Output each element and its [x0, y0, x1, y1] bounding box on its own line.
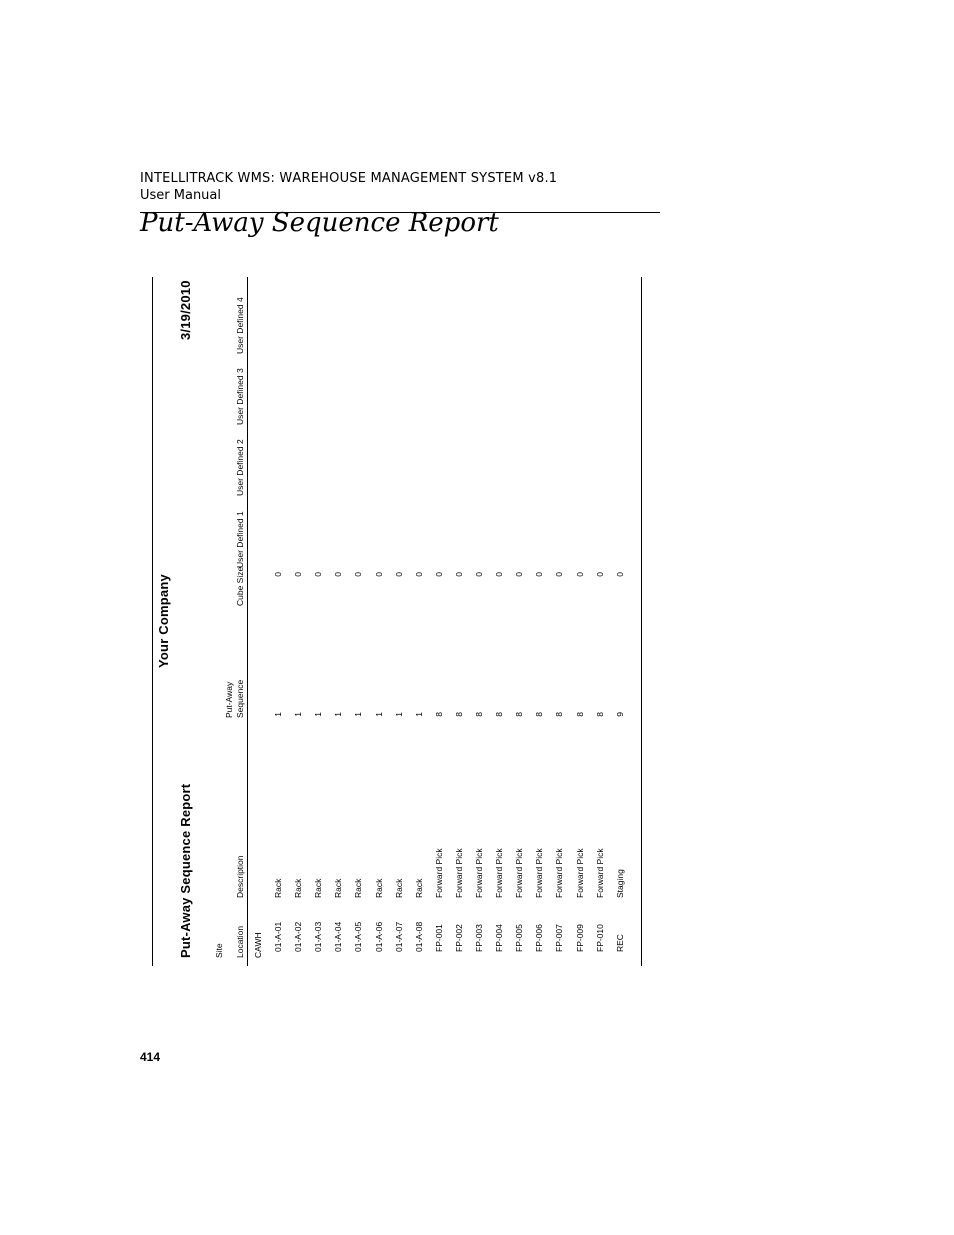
- row-cube-size: 0: [434, 572, 444, 577]
- row-sequence: 1: [374, 712, 384, 717]
- row-cube-size: 0: [414, 572, 424, 577]
- column-location: Location: [235, 925, 245, 958]
- row-description: Rack: [313, 878, 323, 898]
- row-sequence: 9: [615, 712, 625, 717]
- column-user-defined-1: User Defined 1: [235, 511, 245, 568]
- row-location: FP-001: [434, 924, 444, 952]
- report-canvas: [152, 277, 642, 966]
- row-sequence: 1: [353, 712, 363, 717]
- row-location: FP-002: [454, 924, 464, 952]
- column-user-defined-4: User Defined 4: [235, 297, 245, 354]
- header-smallcaps: YSTEM: [479, 171, 529, 186]
- row-cube-size: 0: [333, 572, 343, 577]
- page-number: 414: [140, 1050, 161, 1064]
- row-location: FP-004: [494, 924, 504, 952]
- column-putaway-line1: Put-Away: [224, 681, 234, 718]
- row-cube-size: 0: [534, 572, 544, 577]
- row-cube-size: 0: [494, 572, 504, 577]
- row-location: 01-A-01: [273, 921, 283, 952]
- header-smallcaps: ANAGEMENT: [381, 171, 471, 186]
- row-sequence: 1: [273, 712, 283, 717]
- header-char: W: [279, 171, 293, 186]
- row-cube-size: 0: [454, 572, 464, 577]
- row-cube-size: 0: [394, 572, 404, 577]
- site-value: CAWH: [253, 932, 263, 958]
- row-description: Forward Pick: [595, 848, 605, 898]
- row-location: 01-A-03: [313, 921, 323, 952]
- site-label: Site: [214, 943, 224, 958]
- row-location: 01-A-04: [333, 921, 343, 952]
- row-description: Rack: [374, 878, 384, 898]
- row-sequence: 8: [474, 712, 484, 717]
- running-header-subtitle: User Manual: [140, 188, 222, 203]
- row-location: REC: [615, 934, 625, 952]
- header-char: T: [189, 171, 198, 186]
- row-description: Forward Pick: [474, 848, 484, 898]
- header-char: M: [370, 171, 382, 186]
- row-description: Forward Pick: [494, 848, 504, 898]
- row-location: FP-006: [534, 924, 544, 952]
- row-cube-size: 0: [514, 572, 524, 577]
- report-screenshot: [152, 277, 642, 966]
- row-description: Rack: [273, 878, 283, 898]
- row-description: Forward Pick: [434, 848, 444, 898]
- row-sequence: 8: [454, 712, 464, 717]
- row-description: Forward Pick: [534, 848, 544, 898]
- row-sequence: 1: [333, 712, 343, 717]
- row-sequence: 8: [534, 712, 544, 717]
- row-cube-size: 0: [293, 572, 303, 577]
- header-char: S: [470, 171, 480, 186]
- row-sequence: 8: [554, 712, 564, 717]
- row-cube-size: 0: [575, 572, 585, 577]
- row-sequence: 1: [394, 712, 404, 717]
- page-title: Put-Away Sequence Report: [140, 208, 499, 238]
- column-user-defined-2: User Defined 2: [235, 439, 245, 496]
- header-char: I: [140, 171, 145, 186]
- report-header-rule: [247, 277, 248, 966]
- row-location: 01-A-08: [414, 921, 424, 952]
- row-sequence: 1: [414, 712, 424, 717]
- header-version: v8.1: [528, 171, 558, 186]
- row-description: Forward Pick: [514, 848, 524, 898]
- row-cube-size: 0: [474, 572, 484, 577]
- report-top-border: [152, 277, 153, 966]
- row-sequence: 8: [434, 712, 444, 717]
- row-sequence: 8: [494, 712, 504, 717]
- row-location: FP-003: [474, 924, 484, 952]
- row-description: Rack: [394, 878, 404, 898]
- row-sequence: 1: [293, 712, 303, 717]
- row-location: FP-005: [514, 924, 524, 952]
- row-description: Forward Pick: [554, 848, 564, 898]
- row-cube-size: 0: [554, 572, 564, 577]
- report-company: Your Company: [156, 574, 171, 668]
- row-cube-size: 0: [313, 572, 323, 577]
- running-header-product: [140, 171, 557, 186]
- report-date: 3/19/2010: [178, 280, 193, 340]
- row-description: Rack: [333, 878, 343, 898]
- header-smallcaps: AREHOUSE: [292, 171, 371, 186]
- row-description: Forward Pick: [575, 848, 585, 898]
- row-sequence: 8: [575, 712, 585, 717]
- column-user-defined-3: User Defined 3: [235, 368, 245, 425]
- row-cube-size: 0: [615, 572, 625, 577]
- row-sequence: 8: [514, 712, 524, 717]
- row-cube-size: 0: [374, 572, 384, 577]
- header-smallcaps: NTELLI: [144, 171, 190, 186]
- column-putaway-line2: Sequence: [235, 679, 245, 718]
- column-description: Description: [235, 855, 245, 898]
- header-smallcaps: RACK: [197, 171, 234, 186]
- row-location: 01-A-05: [353, 921, 363, 952]
- report-bottom-border: [641, 277, 642, 966]
- row-sequence: 8: [595, 712, 605, 717]
- row-location: FP-007: [554, 924, 564, 952]
- report-title: Put-Away Sequence Report: [178, 783, 193, 958]
- column-cube-size: Cube Size: [235, 566, 245, 606]
- row-location: 01-A-06: [374, 921, 384, 952]
- row-description: Rack: [293, 878, 303, 898]
- row-cube-size: 0: [595, 572, 605, 577]
- row-cube-size: 0: [273, 572, 283, 577]
- row-location: 01-A-02: [293, 921, 303, 952]
- row-cube-size: 0: [353, 572, 363, 577]
- row-location: FP-009: [575, 924, 585, 952]
- row-description: Staging: [615, 869, 625, 898]
- row-description: Rack: [414, 878, 424, 898]
- row-location: 01-A-07: [394, 921, 404, 952]
- row-location: FP-010: [595, 924, 605, 952]
- header-text: WMS:: [233, 171, 280, 186]
- row-description: Rack: [353, 878, 363, 898]
- row-sequence: 1: [313, 712, 323, 717]
- row-description: Forward Pick: [454, 848, 464, 898]
